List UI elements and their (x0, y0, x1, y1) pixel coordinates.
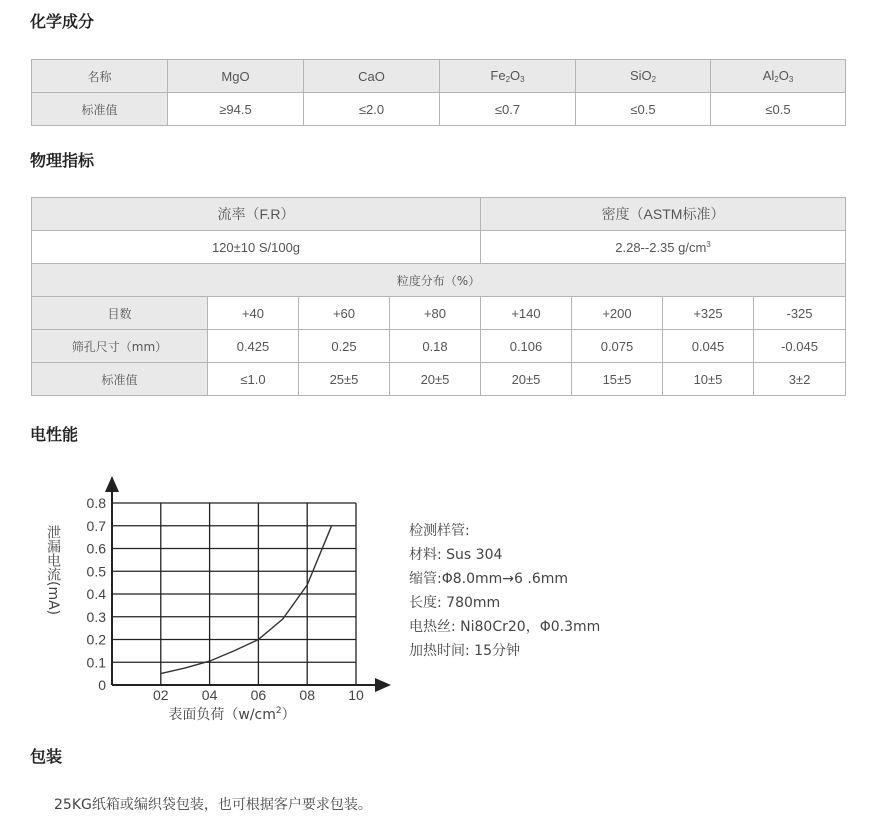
y-tick-label: 0.5 (86, 563, 106, 580)
flow-rate-value: 120±10 S/100g (32, 231, 481, 264)
sieve-label: 筛孔尺寸（mm） (32, 330, 208, 363)
x-tick-label: 02 (153, 687, 169, 703)
mesh-cell: -325 (754, 297, 846, 330)
std-cell: 3±2 (754, 363, 846, 396)
chem-value: ≥94.5 (168, 93, 304, 126)
phys-std-label: 标准值 (32, 363, 208, 396)
size-distribution-label: 粒度分布（%） (32, 264, 846, 297)
sieve-cell: 0.045 (663, 330, 754, 363)
test-info-line: 缩管:Φ8.0mm→6 .6mm (409, 571, 568, 587)
packaging-text: 25KG纸箱或编织袋包装，也可根据客户要求包装。 (54, 797, 372, 813)
sieve-cell: 0.075 (572, 330, 663, 363)
section-title-packaging: 包装 (30, 747, 63, 766)
mesh-cell: +60 (299, 297, 390, 330)
chem-value: ≤0.7 (440, 93, 576, 126)
chemical-table (31, 59, 846, 126)
std-cell: 20±5 (390, 363, 481, 396)
table-row (32, 330, 846, 363)
test-info-line: 加热时间: 15分钟 (409, 643, 520, 659)
leakage-current-chart (40, 470, 400, 730)
sieve-cell: 0.425 (208, 330, 299, 363)
section-title-chemical: 化学成分 (30, 12, 95, 31)
physical-table (31, 197, 846, 396)
std-cell: 10±5 (663, 363, 754, 396)
chem-col-head: SiO$_2$ (576, 60, 711, 93)
mesh-cell: +80 (390, 297, 481, 330)
std-cell: 15±5 (572, 363, 663, 396)
chem-value: ≤2.0 (304, 93, 440, 126)
x-axis-arrow (375, 678, 391, 692)
std-cell: 20±5 (481, 363, 572, 396)
y-tick-label: 0.6 (86, 540, 106, 557)
flow-rate-label: 流率（F.R） (32, 198, 481, 231)
y-tick-label: 0 (98, 677, 106, 693)
table-row (32, 264, 846, 297)
chem-col-head: $Fe_2O_3$ (440, 60, 576, 93)
sieve-cell: 0.18 (390, 330, 481, 363)
x-axis-label: 表面负荷$(w/cm^2)$ (168, 706, 296, 723)
sieve-cell: 0.106 (481, 330, 572, 363)
chem-name-label: 名称 (32, 60, 168, 93)
table-row (32, 198, 846, 231)
y-tick-label: 0.4 (86, 586, 106, 602)
sieve-cell: 0.25 (299, 330, 390, 363)
y-axis-arrow (105, 476, 119, 492)
table-row (32, 231, 846, 264)
table-row (32, 93, 846, 126)
section-title-physical: 物理指标 (30, 151, 95, 170)
sieve-cell: -0.045 (754, 330, 846, 363)
chem-col-head: MgO (168, 60, 304, 93)
test-info-title: 检测样管: (409, 523, 470, 539)
x-tick-label: 10 (348, 687, 364, 703)
mesh-cell: +200 (572, 297, 663, 330)
chem-value: ≤0.5 (576, 93, 711, 126)
y-tick-label: 0.7 (86, 517, 106, 534)
test-sample-info (409, 519, 600, 663)
mesh-cell: +325 (663, 297, 754, 330)
test-info-line: 材料: Sus 304 (409, 547, 503, 563)
density-value: 2.28--2.35 $g/cm^3$ (481, 231, 846, 264)
table-row (32, 297, 846, 330)
std-cell: 25±5 (299, 363, 390, 396)
y-axis-label: 泄漏电流(mA) (45, 525, 61, 616)
table-row (32, 60, 846, 93)
chem-col-head: $Al_2O_3$ (711, 60, 846, 93)
table-row (32, 363, 846, 396)
section-title-electrical: 电性能 (30, 425, 79, 444)
x-tick-label: 08 (299, 687, 315, 703)
x-tick-label: 06 (250, 687, 267, 703)
chem-col-head: CaO (304, 60, 440, 93)
mesh-label: 目数 (32, 297, 208, 330)
y-tick-label: 0.1 (86, 654, 106, 671)
chem-value: ≤0.5 (711, 93, 846, 126)
chem-std-label: 标准值 (32, 93, 168, 126)
x-tick-label: 04 (201, 687, 218, 703)
std-cell: ≤1.0 (208, 363, 299, 396)
mesh-cell: +40 (208, 297, 299, 330)
test-info-line: 电热丝: Ni80Cr20，Φ0.3mm (409, 619, 601, 635)
test-info-line: 长度: 780mm (409, 595, 501, 611)
density-label: 密度（ASTM标准） (481, 198, 846, 231)
mesh-cell: +140 (481, 297, 572, 330)
y-tick-label: 0.2 (86, 631, 106, 648)
y-tick-label: 0.8 (86, 495, 106, 511)
y-tick-label: 0.3 (86, 608, 106, 625)
